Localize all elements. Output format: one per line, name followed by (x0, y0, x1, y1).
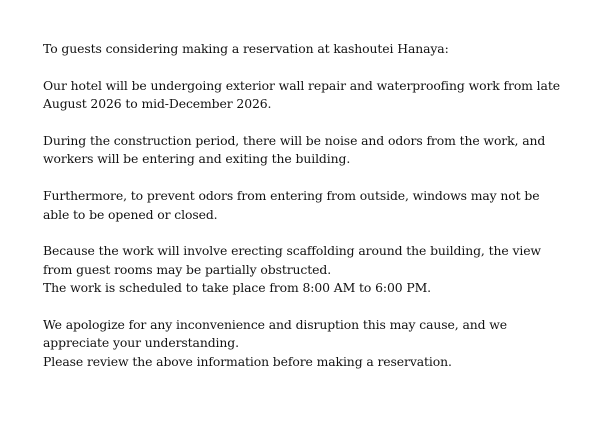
notice-paragraph-apology (43, 316, 563, 371)
notice-line-review: Please review the above information before making a reservation. (43, 353, 452, 369)
notice-paragraph-windows (43, 187, 563, 224)
construction-notice (43, 40, 563, 390)
notice-paragraph-schedule (43, 77, 563, 114)
notice-line-hours: The work is scheduled to take place from 8:00 AM to 6:00 PM. (43, 280, 432, 296)
notice-paragraph-noise (43, 132, 563, 169)
notice-line: Our hotel will be undergoing exterior wall repair and waterproofing work from late August 2026 to mid-December 2026. (43, 77, 560, 112)
notice-line: Because the work will involve erecting scaffolding around the building, the view from guest rooms may be partially obstructed. (43, 243, 541, 277)
notice-line: During the construction period, there will be noise and odors from the work, and workers will be entering and exiting the building. (43, 133, 546, 167)
notice-paragraph-scaffolding (43, 242, 563, 297)
notice-greeting: To guests considering making a reservation at kashoutei Hanaya: (43, 41, 449, 56)
notice-line: Furthermore, to prevent odors from entering from outside, windows may not be able to be opened or closed. (43, 188, 540, 222)
notice-line: We apologize for any inconvenience and disruption this may cause, and we appreciate your understanding. (43, 317, 508, 351)
